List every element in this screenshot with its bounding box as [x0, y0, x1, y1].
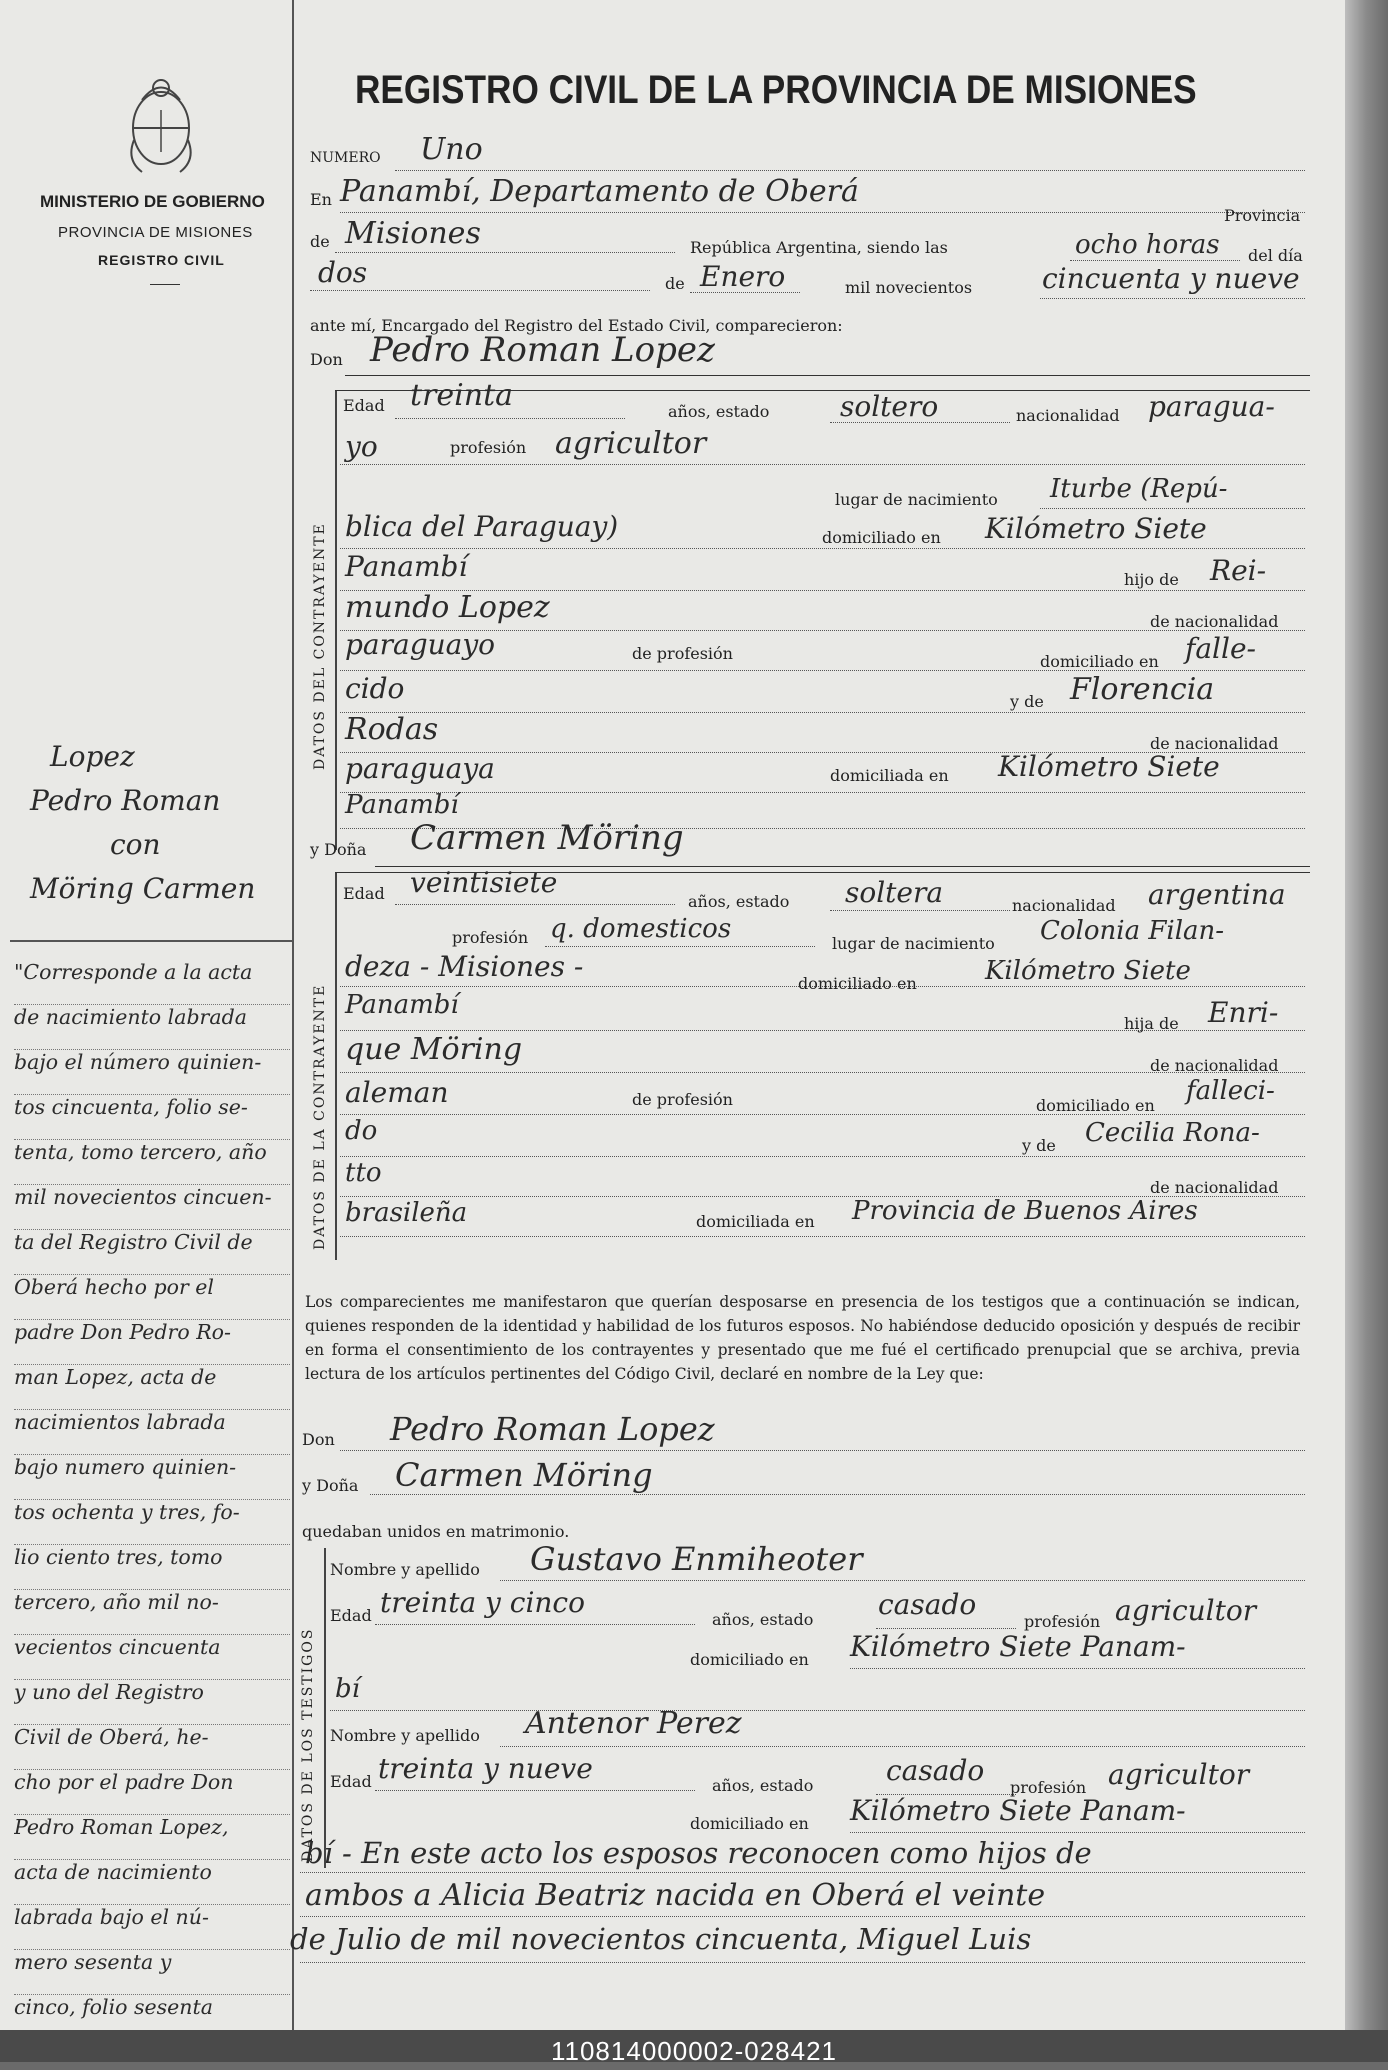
g-edad-line	[395, 418, 625, 419]
quedaban-text: quedaban unidos en matrimonio.	[302, 1522, 570, 1541]
b-estado-label: años, estado	[688, 892, 790, 911]
w1-dom-line	[850, 1668, 1305, 1669]
g-madre-value-a: Florencia	[1070, 672, 1215, 707]
w1-edad-line	[375, 1624, 695, 1625]
margin-note-line: nacimientos labrada	[14, 1410, 290, 1455]
anio-line	[1040, 298, 1305, 299]
b-madre-value-b: tto	[345, 1158, 382, 1188]
bride-section-label: DATOS DE LA CONTRAYENTE	[312, 983, 328, 1250]
w1-row4-line	[330, 1710, 1305, 1711]
margin-note-line: Pedro Roman Lopez,	[14, 1815, 290, 1860]
b-lugar-label: lugar de nacimiento	[832, 934, 995, 953]
de-label: de	[310, 232, 330, 251]
b-madre-nac-value: brasileña	[345, 1198, 468, 1228]
bride-block-rule	[335, 872, 337, 1260]
margin-note-line: tercero, año mil no-	[14, 1590, 290, 1635]
decl-don-line	[340, 1450, 1305, 1451]
b-padre-prof-label: de profesión	[632, 1090, 733, 1109]
anio-value: cincuenta y nueve	[1042, 262, 1300, 295]
margin-note-line: tenta, tomo tercero, año	[14, 1140, 290, 1185]
w2-profesion-value: agricultor	[1108, 1758, 1250, 1791]
g-row7-line	[340, 670, 1305, 671]
registry-label: REGISTRO CIVIL	[98, 252, 225, 268]
g-padre-nac-value: paraguayo	[345, 628, 496, 661]
g-estado-value: soltero	[840, 390, 939, 423]
g-domicilio-value-a: Kilómetro Siete	[985, 512, 1207, 545]
don-label: Don	[310, 350, 343, 369]
margin-note-line: "Corresponde a la acta	[14, 960, 290, 1005]
g-padre-dom-value-a: falle-	[1185, 632, 1256, 665]
w1-estado-label: años, estado	[712, 1610, 814, 1629]
final-line-3-rule	[300, 1962, 1305, 1963]
w2-edad-label: Edad	[330, 1772, 372, 1791]
margin-note-line: tos ochenta y tres, fo-	[14, 1500, 290, 1545]
decl-dona-label: y Doña	[302, 1476, 359, 1495]
g-estado-label: años, estado	[668, 402, 770, 421]
b-domicilio-value-a: Kilómetro Siete	[985, 956, 1191, 986]
de2-label: de	[665, 274, 685, 293]
w2-dom-label: domiciliado en	[690, 1814, 809, 1833]
w2-nombre-label: Nombre y apellido	[330, 1726, 480, 1745]
g-padre-value-b: mundo Lopez	[345, 590, 550, 625]
b-madre-dom-value: Provincia de Buenos Aires	[852, 1196, 1198, 1226]
b-edad-label: Edad	[343, 884, 385, 903]
decl-dona-line	[370, 1494, 1305, 1495]
margin-note-line: vecientos cincuenta	[14, 1635, 290, 1680]
provincia-line	[335, 252, 675, 253]
page-title: REGISTRO CIVIL DE LA PROVINCIA DE MISIONES	[355, 68, 1197, 112]
w2-edad-value: treinta y nueve	[378, 1752, 593, 1785]
mes-value: Enero	[700, 260, 786, 293]
w1-dom-label: domiciliado en	[690, 1650, 809, 1669]
g-nac-value-a: paragua-	[1148, 390, 1275, 423]
b-row6-line	[340, 1114, 1305, 1115]
margin-note-line: tos cincuenta, folio se-	[14, 1095, 290, 1140]
final-line-2: ambos a Alicia Beatriz nacida en Oberá el veinte	[305, 1878, 1046, 1913]
g-padre-nac-label: de nacionalidad	[1150, 612, 1279, 631]
w1-profesion-label: profesión	[1024, 1612, 1101, 1631]
g-madre-nac-label: de nacionalidad	[1150, 734, 1279, 753]
final-line-1-rule	[300, 1872, 1305, 1873]
g-padre-dom-label: domiciliado en	[1040, 652, 1159, 671]
g-row2-line	[340, 464, 1305, 465]
numero-line	[395, 170, 1305, 171]
b-edad-line	[395, 904, 675, 905]
g-row4-line	[340, 548, 1305, 549]
y-dona-label: y Doña	[310, 840, 367, 859]
final-line-1: bí - En este acto los esposos reconocen como hijos de	[305, 1836, 1092, 1870]
g-padre-prof-label: de profesión	[632, 644, 733, 663]
b-lugar-value-a: Colonia Filan-	[1040, 916, 1225, 946]
g-profesion-label: profesión	[450, 438, 527, 457]
margin-note-line: bajo numero quinien-	[14, 1455, 290, 1500]
b-madre-nac-label: de nacionalidad	[1150, 1178, 1279, 1197]
g-row10-line	[340, 792, 1305, 793]
b-domicilio-value-b: Panambí	[345, 990, 459, 1020]
w2-estado-value: casado	[886, 1754, 985, 1787]
margin-note-line: lio ciento tres, tomo	[14, 1545, 290, 1590]
g-hijo-label: hijo de	[1124, 570, 1179, 589]
w1-estado-line	[876, 1628, 1016, 1629]
g-yde-label: y de	[1010, 692, 1044, 711]
margin-note-line: Oberá hecho por el	[14, 1275, 290, 1320]
b-row9-line	[340, 1236, 1305, 1237]
margin-note-line: y uno del Registro	[14, 1680, 290, 1725]
ministry-divider	[150, 284, 180, 285]
w1-edad-value: treinta y cinco	[380, 1586, 585, 1619]
b-madre-value-a: Cecilia Rona-	[1085, 1118, 1260, 1148]
decl-dona-value: Carmen Möring	[395, 1456, 653, 1494]
b-padre-value-b: que Möring	[345, 1032, 523, 1067]
b-estado-value: soltera	[845, 876, 944, 909]
page-edge-shadow	[1345, 0, 1388, 2030]
g-lugar-line	[1040, 508, 1305, 509]
don-line	[345, 375, 1310, 376]
g-edad-label: Edad	[343, 396, 385, 415]
w1-edad-label: Edad	[330, 1606, 372, 1625]
decl-don-value: Pedro Roman Lopez	[390, 1410, 715, 1448]
margin-name-line: Möring Carmen	[30, 872, 256, 905]
w2-edad-line	[375, 1790, 695, 1791]
g-padre-value-a: Rei-	[1210, 554, 1267, 587]
g-madre-value-b: Rodas	[345, 712, 439, 747]
w1-dom-value-a: Kilómetro Siete Panam-	[850, 1630, 1186, 1663]
b-profesion-label: profesión	[452, 928, 529, 947]
w2-dom-line	[850, 1832, 1305, 1833]
b-padre-nac-value: aleman	[345, 1076, 449, 1109]
hora-line	[1070, 260, 1240, 261]
g-madre-dom-value-b: Panambí	[345, 790, 459, 820]
del-dia-label: del día	[1248, 246, 1303, 265]
dia-value: dos	[318, 256, 368, 289]
witness-section-label: DATOS DE LOS TESTIGOS	[300, 1627, 316, 1862]
margin-note-line: Civil de Oberá, he-	[14, 1725, 290, 1770]
footer-code: 110814000002-028421	[550, 2036, 837, 2066]
b-hija-label: hija de	[1124, 1014, 1179, 1033]
republica-label: República Argentina, siendo las	[690, 238, 948, 257]
numero-value: Uno	[420, 132, 483, 167]
margin-name-line: Lopez	[50, 740, 135, 773]
dia-line	[310, 290, 650, 291]
b-padre-dom-value-b: do	[345, 1116, 378, 1146]
province-label: PROVINCIA DE MISIONES	[58, 224, 253, 241]
w1-nombre-value: Gustavo Enmiheoter	[530, 1540, 863, 1578]
b-profesion-line	[545, 946, 815, 947]
g-madre-dom-label: domiciliada en	[830, 766, 949, 785]
w1-estado-value: casado	[878, 1588, 977, 1621]
groom-section-label: DATOS DEL CONTRAYENTE	[312, 522, 328, 770]
witness-block-rule	[324, 1548, 326, 1868]
margin-note-line: acta de nacimiento	[14, 1860, 290, 1905]
ministry-label: MINISTERIO DE GOBIERNO	[40, 192, 265, 211]
b-row7-line	[340, 1156, 1305, 1157]
margin-note-line: bajo el número quinien-	[14, 1050, 290, 1095]
b-estado-line	[830, 910, 1010, 911]
g-lugar-label: lugar de nacimiento	[835, 490, 998, 509]
g-domicilio-label: domiciliado en	[822, 528, 941, 547]
margin-note-line: man Lopez, acta de	[14, 1365, 290, 1410]
b-profesion-value: q. domesticos	[550, 914, 732, 944]
b-nac-label: nacionalidad	[1012, 896, 1116, 915]
w1-profesion-value: agricultor	[1115, 1594, 1257, 1627]
en-label: En	[310, 190, 332, 209]
hora-value: ocho horas	[1075, 230, 1220, 260]
note-box-top	[10, 940, 292, 942]
w2-nombre-value: Antenor Perez	[525, 1706, 742, 1741]
margin-names	[30, 740, 290, 916]
g-domicilio-value-b: Panambí	[345, 550, 468, 583]
lugar-value: Panambí, Departamento de Oberá	[340, 174, 859, 209]
g-profesion-value: agricultor	[555, 426, 707, 461]
w2-estado-label: años, estado	[712, 1776, 814, 1795]
margin-note-line: padre Don Pedro Ro-	[14, 1320, 290, 1365]
g-lugar-value-a: Iturbe (Repú-	[1050, 474, 1228, 504]
margin-note	[14, 960, 290, 2070]
w2-dom-value: Kilómetro Siete Panam-	[850, 1794, 1186, 1827]
margin-rule	[292, 0, 294, 2030]
g-madre-nac-value: paraguaya	[345, 752, 495, 785]
b-yde-label: y de	[1022, 1136, 1056, 1155]
dona-value: Carmen Möring	[410, 818, 684, 858]
lugar-line	[340, 212, 1305, 213]
margin-note-line: cinco, folio sesenta	[14, 1995, 290, 2040]
margin-note-line: labrada bajo el nú-	[14, 1905, 290, 1950]
b-nac-value: argentina	[1148, 878, 1286, 911]
final-line-2-rule	[300, 1916, 1305, 1917]
w1-nombre-line	[500, 1580, 1305, 1581]
groom-block-rule	[335, 390, 337, 850]
mil-nov-label: mil novecientos	[845, 278, 973, 297]
w1-dom-value-b: bí	[335, 1674, 360, 1704]
margin-name-line: con	[110, 828, 161, 861]
b-domicilio-label: domiciliado en	[798, 974, 917, 993]
g-nac-label: nacionalidad	[1016, 406, 1120, 425]
g-padre-dom-value-b: cido	[345, 672, 405, 705]
g-lugar-value-b: blica del Paraguay)	[345, 510, 619, 543]
b-padre-nac-label: de nacionalidad	[1150, 1056, 1279, 1075]
g-row8-line	[340, 712, 1305, 713]
w2-profesion-label: profesión	[1010, 1778, 1087, 1797]
w2-nombre-line	[500, 1746, 1305, 1747]
margin-note-line: mero sesenta y	[14, 1950, 290, 1995]
ante-mi-text: ante mí, Encargado del Registro del Estado Civil, comparecieron:	[310, 316, 843, 335]
b-padre-dom-label: domiciliado en	[1036, 1096, 1155, 1115]
margin-note-line: ta del Registro Civil de	[14, 1230, 290, 1275]
provincia-value: Misiones	[345, 216, 481, 251]
g-edad-value: treinta	[410, 378, 514, 413]
provincia-label: Provincia	[1224, 206, 1301, 225]
b-padre-value-a: Enri-	[1208, 996, 1279, 1029]
margin-name-line: Pedro Roman	[30, 784, 221, 817]
coat-of-arms-icon	[122, 70, 200, 180]
numero-label: NUMERO	[310, 150, 381, 166]
margin-note-line: de nacimiento labrada	[14, 1005, 290, 1050]
final-line-3: de Julio de mil novecientos cincuenta, Miguel Luis	[290, 1922, 1032, 1956]
b-madre-dom-label: domiciliada en	[696, 1212, 815, 1231]
w1-nombre-label: Nombre y apellido	[330, 1560, 480, 1579]
b-padre-dom-value-a: falleci-	[1186, 1076, 1275, 1106]
b-lugar-value-b: deza - Misiones -	[345, 950, 584, 983]
b-edad-value: veintisiete	[410, 866, 558, 899]
don-value: Pedro Roman Lopez	[370, 330, 715, 370]
g-madre-dom-value-a: Kilómetro Siete	[998, 750, 1220, 783]
decl-don-label: Don	[302, 1430, 335, 1449]
declaration-paragraph: Los comparecientes me manifestaron que querían desposarse en presencia de los testigos que a continuación se indican, quienes responden de la identidad y habilidad de los futuros esposos. No habiéndose deducido oposición y después de recibir en forma el consentimiento de los contrayentes y presentado que me fué el certificado prenupcial que se archiva, previa lectura de los artículos pertinentes del Código Civil, declaré en nombre de la Ley que:	[305, 1293, 1300, 1383]
margin-note-line: mil novecientos cincuen-	[14, 1185, 290, 1230]
g-nac-value-b: yo	[345, 430, 378, 463]
margin-note-line: cho por el padre Don	[14, 1770, 290, 1815]
